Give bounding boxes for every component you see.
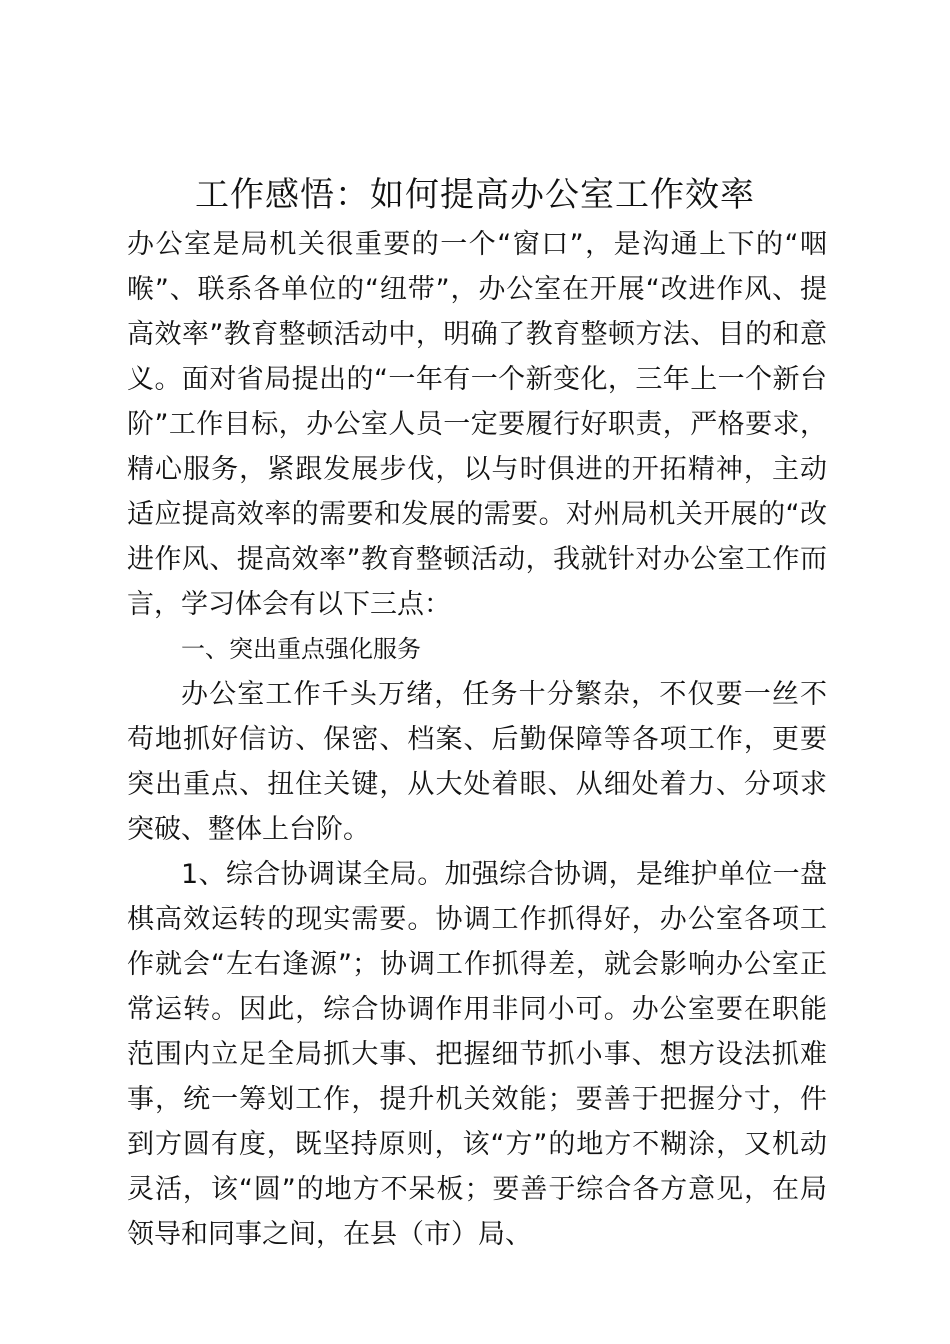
document-title: 工作感悟：如何提高办公室工作效率 — [195, 175, 755, 215]
intro-paragraph: 办公室是局机关很重要的一个“窗口”，是沟通上下的“咽喉”、联系各单位的“纽带”，办公室在开展“改进作风、提高效率”教育整顿活动中，明确了教育整顿方法、目的和意义。面对省局提出的“一年有一个新变化，三年上一个新台阶”工作目标，办公室人员一定要履行好职责，严格要求，精心服务，紧跟发展步伐，以与时俱进的开拓精神，主动适应提高效率的需要和发展的需要。对州局机关开展的“改进作风、提高效率”教育整顿活动，我就针对办公室工作而言，学习体会有以下三点： — [127, 229, 827, 620]
coordination-paragraph: 1、综合协调谋全局。加强综合协调，是维护单位一盘棋高效运转的现实需要。协调工作抓得好，办公室各项工作就会“左右逢源”；协调工作抓得差，就会影响办公室正常运转。因此，综合协调作用非同小可。办公室要在职能范围内立足全局抓大事、把握细节抓小事、想方设法抓难事，统一筹划工作，提升机关效能；要善于把握分寸，件到方圆有度，既坚持原则，该“方”的地方不糊涂，又机动灵活，该“圆”的地方不呆板；要善于综合各方意见，在局领导和同事之间，在县（市）局、 — [127, 859, 827, 1250]
section-intro-paragraph: 办公室工作千头万绪，任务十分繁杂，不仅要一丝不苟地抓好信访、保密、档案、后勤保障等各项工作，更要突出重点、扭住关键，从大处着眼、从细处着力、分项求突破、整体上台阶。 — [127, 679, 827, 845]
section-heading: 一、突出重点强化服务 — [181, 635, 421, 663]
document-body — [127, 222, 827, 1257]
